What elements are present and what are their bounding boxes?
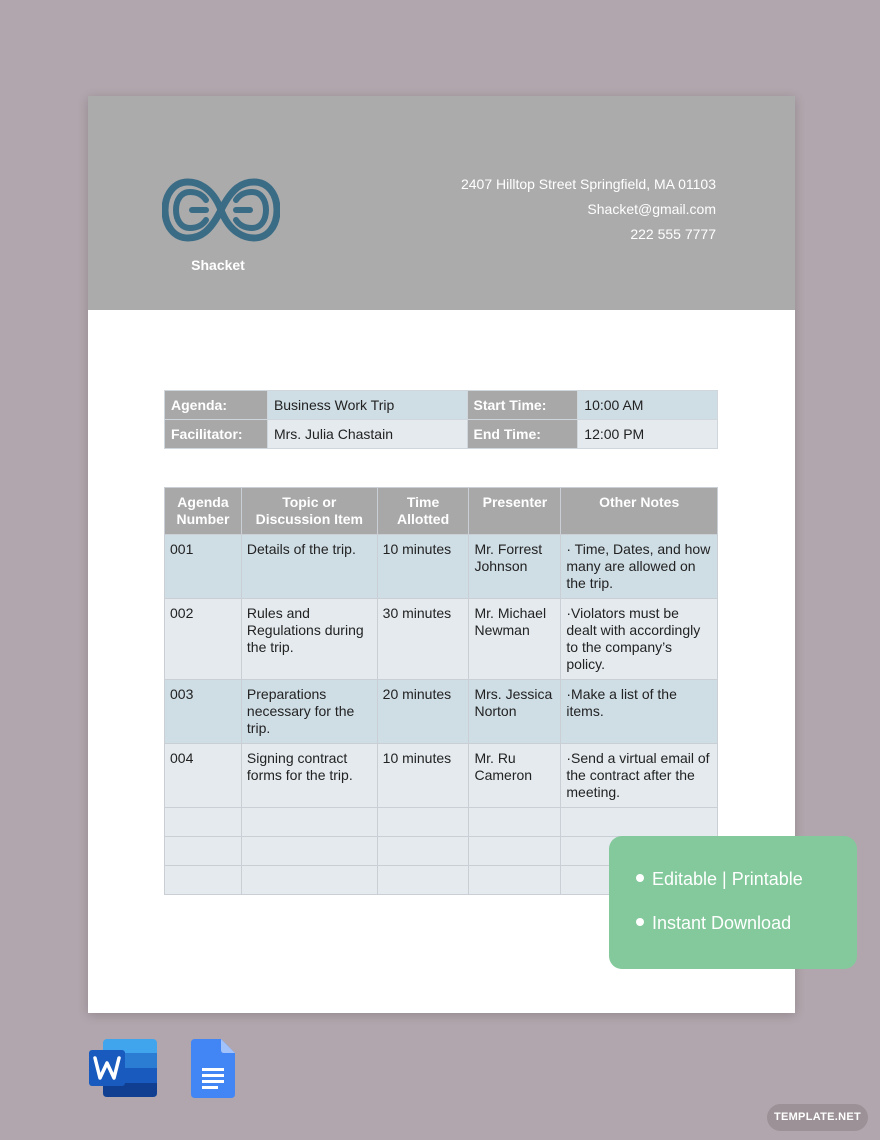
address-text: 2407 Hilltop Street Springfield, MA 01103 [460,176,716,192]
table-cell: ·Send a virtual email of the contract after the meeting. [561,744,718,808]
info-row [165,420,718,449]
column-header: Other Notes [561,488,718,535]
column-header: Topic or Discussion Item [241,488,377,535]
table-cell: ·Make a list of the items. [561,680,718,744]
logo-icon [162,178,280,242]
column-header: Time Allotted [377,488,469,535]
table-cell: 001 [165,535,242,599]
table-cell: 10 minutes [377,535,469,599]
table-row [165,680,718,744]
table-cell: Mr. Forrest Johnson [469,535,561,599]
agenda-table [164,487,718,895]
table-row [165,535,718,599]
feature-text: Instant Download [652,913,792,933]
email-text: Shacket@gmail.com [587,201,716,217]
bullet-icon [636,874,644,882]
table-cell: Preparations necessary for the trip. [241,680,377,744]
start-time-label: Start Time: [467,391,578,420]
table-cell: ·Violators must be dealt with accordingly to the company’s policy. [561,599,718,680]
contact-block [461,172,716,247]
google-docs-icon[interactable] [191,1039,235,1098]
phone-text: 222 555 7777 [630,226,716,242]
table-header-row [165,488,718,535]
agenda-label: Agenda: [165,391,268,420]
table-row [165,744,718,808]
feature-text: Editable | Printable [652,869,803,889]
info-row [165,391,718,420]
end-time-label: End Time: [467,420,578,449]
column-header: Presenter [469,488,561,535]
agenda-value: Business Work Trip [267,391,467,420]
table-cell: 003 [165,680,242,744]
table-cell: 30 minutes [377,599,469,680]
brand-name: Shacket [191,257,245,273]
word-icon[interactable] [89,1039,157,1097]
feature-item [636,913,791,934]
table-cell: Mrs. Jessica Norton [469,680,561,744]
table-cell: Details of the trip. [241,535,377,599]
feature-item [636,869,803,890]
document-header [88,96,795,310]
features-badge [609,836,857,969]
table-cell: Mr. Michael Newman [469,599,561,680]
facilitator-label: Facilitator: [165,420,268,449]
table-row [165,599,718,680]
table-cell: 002 [165,599,242,680]
table-cell: Signing contract forms for the trip. [241,744,377,808]
table-cell: 10 minutes [377,744,469,808]
start-time-value: 10:00 AM [578,391,718,420]
empty-table-row [165,808,718,837]
template-net-badge[interactable]: TEMPLATE.NET [767,1104,868,1131]
column-header: Agenda Number [165,488,242,535]
table-cell: 004 [165,744,242,808]
facilitator-value: Mrs. Julia Chastain [267,420,467,449]
end-time-value: 12:00 PM [578,420,718,449]
table-cell: Mr. Ru Cameron [469,744,561,808]
table-cell: 20 minutes [377,680,469,744]
table-cell: · Time, Dates, and how many are allowed on the trip. [561,535,718,599]
meeting-info-table [164,390,718,449]
bullet-icon [636,918,644,926]
table-cell: Rules and Regulations during the trip. [241,599,377,680]
